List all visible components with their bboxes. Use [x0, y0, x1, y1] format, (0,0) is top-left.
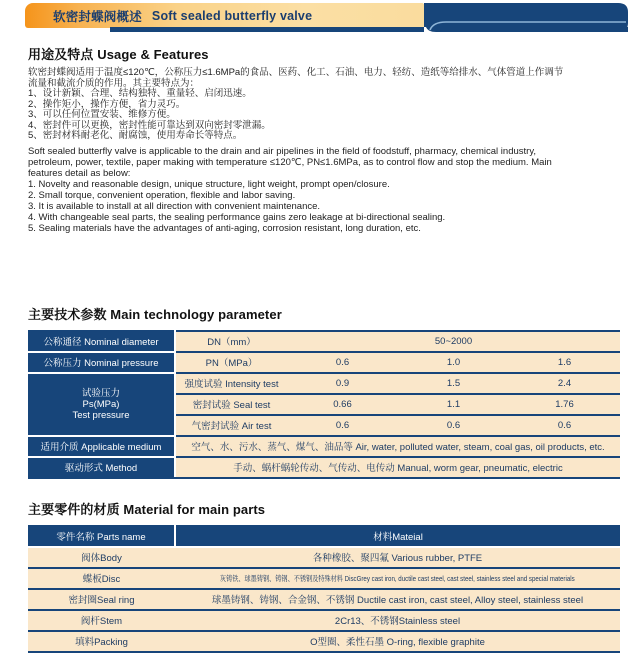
page-header [0, 0, 640, 38]
cell-material-packing: O型圈、柔性石墨 O-ring, flexible graphite [175, 631, 620, 652]
cell-air-v3: 0.6 [509, 415, 620, 436]
table-row [28, 631, 620, 652]
test-pressure-label-unit: Ps(MPa) [82, 398, 120, 410]
cell-material-sealring: 球墨铸钢、铸钢、合金钢、不锈钢 Ductile cast iron, cast steel, Alloy steel, stainless steel [175, 589, 620, 610]
test-pressure-label-en: Test pressure [72, 409, 130, 421]
test-pressure-label-zh: 试验压力 [81, 387, 120, 399]
cell-material-stem: 2Cr13、不锈钢Stainless steel [175, 610, 620, 631]
usage-zh-line: 软密封蝶阀适用于温度≤120℃，公称压力≤1.6MPa的食品、医药、化工、石油、电力、轻纺、造纸等给排水、气体管道上作调节 [28, 67, 564, 78]
cell-part-packing: 填料Packing [28, 631, 175, 652]
table-row [28, 610, 620, 631]
usage-zh-line: 4、密封件可以更换，密封性能可靠达到双向密封零泄漏。 [28, 119, 271, 131]
usage-section-heading: 用途及特点 Usage & Features [28, 47, 209, 62]
table-header-row [28, 526, 620, 547]
table-row [28, 436, 620, 457]
materials-header-part: 零件名称 Parts name [28, 526, 175, 547]
usage-zh-line: 5、密封材料耐老化、耐腐蚀，使用寿命长等特点。 [28, 130, 243, 141]
materials-header-material: 材料Mateial [175, 526, 620, 547]
page-title-zh: 软密封蝶阀概述 [53, 9, 142, 24]
cell-intensity-v2: 1.5 [398, 373, 509, 394]
usage-en-line: 1. Novelty and reasonable design, unique structure, light weight, prompt open/closure. [28, 178, 390, 190]
usage-en-line: 2. Small torque, convenient operation, flexible and labor saving. [28, 189, 296, 201]
usage-en-line: petroleum, power, textile, paper making with temperature ≤120℃, PN≤1.6MPa, as to control flow and stop the medium. Main [28, 156, 552, 168]
table-row [28, 589, 620, 610]
usage-zh-line: 1、设计新颖、合理、结构独特、重量轻、启闭迅速。 [28, 88, 252, 99]
table-row [28, 373, 620, 394]
cell-air-v2: 0.6 [398, 415, 509, 436]
table-row [28, 568, 620, 589]
tech-section-heading: 主要技术参数 Main technology parameter [28, 306, 282, 322]
cell-material-disc [175, 568, 620, 589]
cell-method-label: 驱动形式 Method [28, 457, 175, 478]
cell-intensity-v3: 2.4 [509, 373, 620, 394]
cell-air-param: 气密封试验 Air test [175, 415, 287, 436]
usage-en-line: 3. It is available to install at all direction with convenient maintenance. [28, 200, 321, 212]
table-row [28, 352, 620, 373]
usage-zh-line: 3、可以任何位置安装、维修方便。 [28, 109, 176, 120]
usage-text-chinese [28, 68, 620, 142]
cell-seal-v2: 1.1 [398, 394, 509, 415]
cell-intensity-param: 强度试验 Intensity test [175, 373, 287, 394]
page-content [28, 36, 620, 653]
cell-dn-param: DN（mm） [175, 331, 287, 352]
usage-text-english [28, 146, 620, 234]
cell-part-body: 阀体Body [28, 547, 175, 568]
cell-dn-range: 50~2000 [287, 331, 620, 352]
cell-pn-v3: 1.6 [509, 352, 620, 373]
cell-test-pressure-label [28, 373, 175, 436]
cell-medium-label: 适用介质 Applicable medium [28, 436, 175, 457]
materials-section-heading: 主要零件的材质 Material for main parts [28, 501, 266, 517]
cell-seal-v1: 0.66 [287, 394, 398, 415]
cell-air-v1: 0.6 [287, 415, 398, 436]
cell-pn-label: 公称压力 Nominal pressure [28, 352, 175, 373]
cell-material-body: 各种橡胶、聚四氟 Various rubber, PTFE [175, 547, 620, 568]
cell-method-value: 手动、蜗杆蜗轮传动、气传动、电传动 Manual, worm gear, pneumatic, electric [175, 457, 620, 478]
cell-seal-param: 密封试验 Seal test [175, 394, 287, 415]
page-title-en: Soft sealed butterfly valve [151, 8, 313, 23]
cell-pn-v2: 1.0 [398, 352, 509, 373]
usage-en-line: 5. Sealing materials have the advantages of anti-aging, corrosion resistant, long duration, etc. [28, 222, 421, 234]
cell-part-disc: 蝶板Disc [28, 568, 175, 589]
cell-dn-label: 公称通径 Nominal diameter [28, 331, 175, 352]
cell-material-disc-text: 灰铸铁、球墨铸钢、铸钢、不锈钢及特殊材料 DiscGrey cast iron, ductile cast steel, cast steel, stainless steel and special materials [220, 573, 575, 583]
cell-medium-value: 空气、水、污水、蒸气、煤气、油品等 Air, water, polluted water, steam, coal gas, oil products, etc. [175, 436, 620, 457]
cell-part-sealring: 密封圈Seal ring [28, 589, 175, 610]
usage-zh-line: 2、操作矩小，操作方便，省力灵巧。 [28, 98, 186, 110]
materials-table [28, 525, 620, 653]
tech-parameter-table [28, 330, 620, 479]
usage-en-line: Soft sealed butterfly valve is applicable to the drain and air pipelines in the field of foodstuff, pharmacy, chemical industry, [28, 145, 537, 157]
cell-seal-v3: 1.76 [509, 394, 620, 415]
usage-en-line: features detail as below: [28, 167, 131, 179]
cell-pn-param: PN（MPa） [175, 352, 287, 373]
cell-intensity-v1: 0.9 [287, 373, 398, 394]
table-row [28, 547, 620, 568]
cell-pn-v1: 0.6 [287, 352, 398, 373]
table-row [28, 331, 620, 352]
header-ornament [424, 3, 628, 32]
title-banner [25, 3, 424, 28]
cell-part-stem: 阀杆Stem [28, 610, 175, 631]
usage-en-line: 4. With changeable seal parts, the sealing performance gains zero leakage at bi-directional sealing. [28, 211, 446, 223]
usage-zh-line: 流量和截流介质的作用。其主要特点为： [28, 77, 200, 89]
table-row [28, 457, 620, 478]
